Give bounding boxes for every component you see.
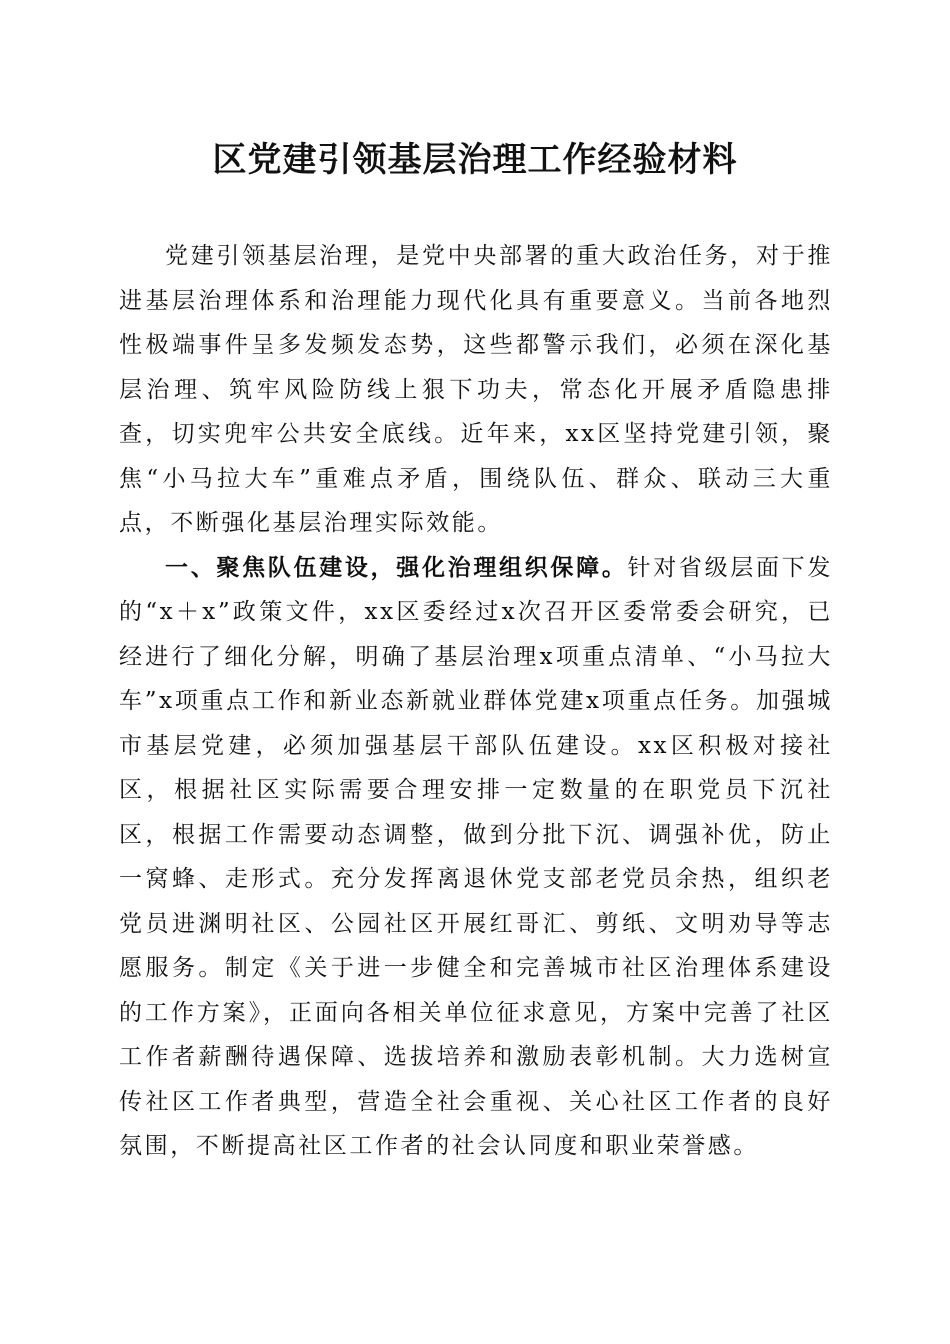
section-1-paragraph xyxy=(119,546,833,1169)
document-title: 区党建引领基层治理工作经验材料 xyxy=(212,140,738,180)
document-body xyxy=(119,234,833,1169)
intro-paragraph: 党建引领基层治理，是党中央部署的重大政治任务，对于推进基层治理体系和治理能力现代化具有重要意义。当前各地烈性极端事件呈多发频发态势，这些都警示我们，必须在深化基层治理、筑牢风险防线上狠下功夫，常态化开展矛盾隐患排查，切实兜牢公共安全底线。近年来，xx区坚持党建引领，聚焦“小马拉大车”重难点矛盾，围绕队伍、群众、联动三大重点，不断强化基层治理实际效能。 xyxy=(119,243,833,536)
section-1-heading: 一、聚焦队伍建设，强化治理组织保障。 xyxy=(165,553,628,581)
section-1-body: 针对省级层面下发的“x＋x”政策文件，xx区委经过x次召开区委常委会研究，已经进行了细化分解，明确了基层治理x项重点清单、“小马拉大车”x项重点工作和新业态新就业群体党建x项重点任务。加强城市基层党建，必须加强基层干部队伍建设。xx区积极对接社区，根据社区实际需要合理安排一定数量的在职党员下沉社区，根据工作需要动态调整，做到分批下沉、调强补优，防止一窝蜂、走形式。充分发挥离退休党支部老党员余热，组织老党员进渊明社区、公园社区开展红哥汇、剪纸、文明劝导等志愿服务。制定《关于进一步健全和完善城市社区治理体系建设的工作方案》，正面向各相关单位征求意见，方案中完善了社区工作者薪酬待遇保障、选拔培养和激励表彰机制。大力选树宣传社区工作者典型，营造全社会重视、关心社区工作者的良好氛围，不断提高社区工作者的社会认同度和职业荣誉感。 xyxy=(119,554,833,1159)
